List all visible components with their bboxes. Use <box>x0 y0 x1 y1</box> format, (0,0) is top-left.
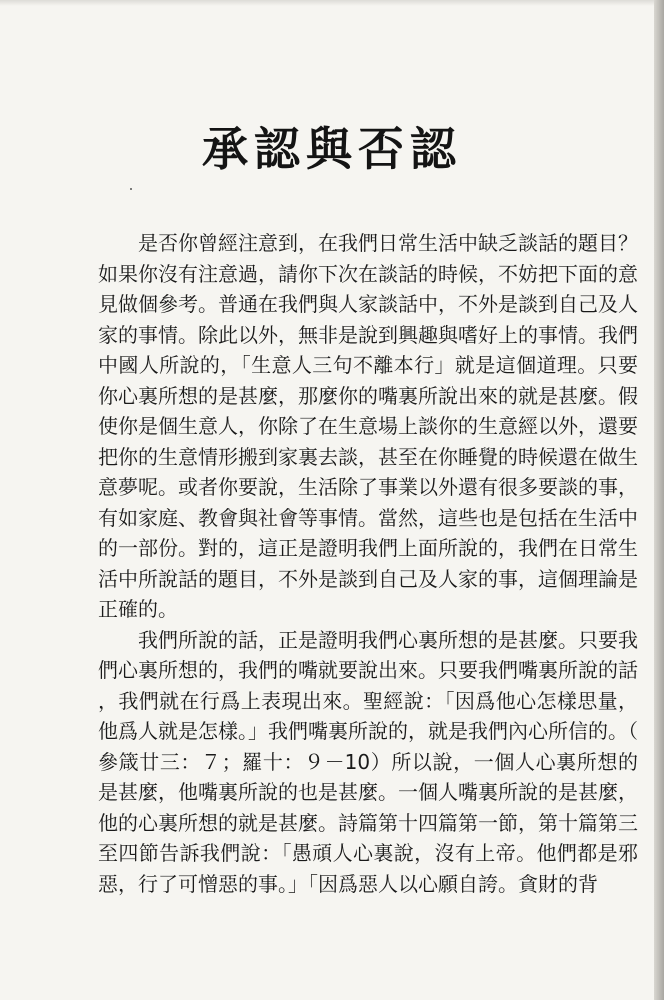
paragraph-1: 是否你曾經注意到，在我們日常生活中缺乏談話的題目？如果你沒有注意過，請你下次在談話的時候，不妨把下面的意見做個參考。普通在我們與人家談話中，不外是談到自己及人家的事情。除此以外，無非是說到興趣與嗜好上的事情。我們中國人所說的，「生意人三句不離本行」就是這個道理。只要你心裏所想的是甚麼，那麼你的嘴裏所說出來的就是甚麼。假使你是個生意人，你除了在生意場上談你的生意經以外，還要把你的生意情形搬到家裏去談，甚至在你睡覺的時候還在做生意夢呢。或者你要說，生活除了事業以外還有很多要談的事，有如家庭、教會與社會等事情。當然，這些也是包括在生活中的一部份。對的，這正是證明我們上面所說的，我們在日常生活中所說話的題目，不外是談到自己及人家的事，這個理論是正確的。 <box>98 231 638 621</box>
print-speck <box>130 188 132 190</box>
body-text <box>98 228 638 899</box>
page-top-edge <box>0 0 664 6</box>
paragraph-2: 我們所說的話，正是證明我們心裏所想的是甚麼。只要我們心裏所想的，我們的嘴就要說出來。只要我們嘴裏所說的話，我們就在行爲上表現出來。聖經說：「因爲他心怎樣思量，他爲人就是怎樣。」我們嘴裏所說的，就是我們內心所信的。（參箴廿三：７；羅十：９－10）所以說，一個人心裏所想的是甚麼，他嘴裏所說的也是甚麼。一個人嘴裏所說的是甚麼，他的心裏所想的就是甚麼。詩篇第十四篇第一節，第十篇第三至四節告訴我們說：「愚頑人心裏說，沒有上帝。他們都是邪惡，行了可憎惡的事。」「因爲惡人以心願自誇。貪財的背 <box>98 627 638 896</box>
chapter-title: 承認與否認 <box>202 122 462 176</box>
